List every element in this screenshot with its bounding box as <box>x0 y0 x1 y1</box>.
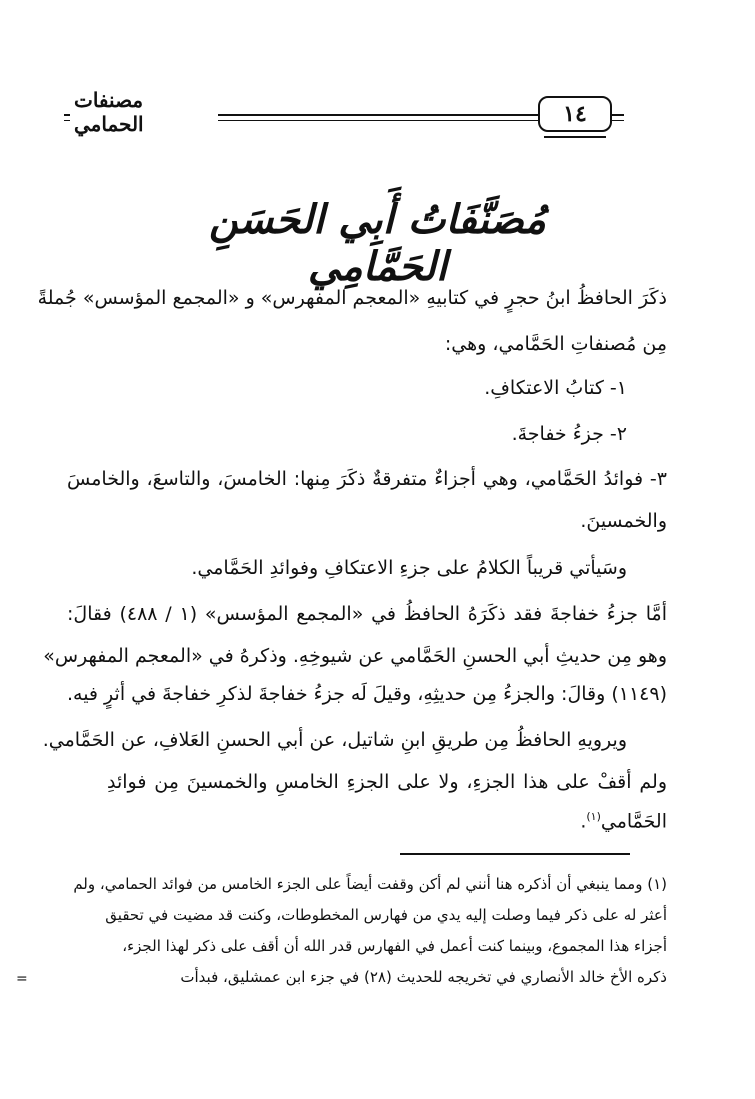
paragraph-5-end: . <box>580 810 587 833</box>
list-item-2: ٢- جزءُ خفاجةَ. <box>511 423 627 445</box>
paragraph-5-line-2 <box>580 810 667 832</box>
paragraph-2: وسَيأتي قريباً الكلامُ على جزءِ الاعتكافِ وفوائدِ الحَمَّامي. <box>191 557 627 579</box>
paragraph-4: ويرويهِ الحافظُ مِن طريقِ ابنِ شاتيل، عن أبي الحسنِ العَلافِ، عن الحَمَّامي. <box>42 729 627 751</box>
footnote-line-4: ذكره الأخ خالد الأنصاري في تخريجه للحديث (٢٨) في جزء ابن عمشليق، فبدأت <box>180 968 667 986</box>
paragraph-3-line-2: وهو مِن حديثِ أبي الحسنِ الحَمَّامي عن شيوخِهِ. وذكرهُ في «المعجم المفهرس» <box>43 645 667 667</box>
paragraph-3-line-3: (١١٤٩) وقالَ: والجزءُ مِن حديثِهِ، وقيلَ لَه جزءُ خفاجةَ لذكرِ خفاجةَ في أثرٍ فيه. <box>66 683 667 705</box>
paragraph-3-line-1: أمَّا جزءُ خفاجةَ فقد ذكَرَهُ الحافظُ في «المجمع المؤسس» (١ / ٤٨٨) فقالَ: <box>67 603 667 625</box>
list-item-3-line-1: ٣- فوائدُ الحَمَّامي، وهي أجزاءٌ متفرقةٌ ذكَرَ مِنها: الخامسَ، والتاسعَ، والخامسَ <box>67 468 667 490</box>
footnote-line-3: أجزاء هذا المجموع، وبينما كنت أعمل في الفهارس قدر الله أن أقف على ذكر لهذا الجزء، <box>122 937 667 955</box>
footnote-continuation-mark: = <box>16 971 28 987</box>
paragraph-5-text: الحَمَّامي <box>600 810 667 833</box>
page-number: ١٤ <box>538 96 612 132</box>
footnote-line-2: أعثر له على ذكر فيما وصلت إليه يدي من فهارس المخطوطات، وكنت قد مضيت في تحقيق <box>105 906 667 924</box>
list-item-3-line-2: والخمسينَ. <box>580 510 667 532</box>
footnote-separator <box>400 853 630 855</box>
paragraph-1-line-2: مِن مُصنفاتِ الحَمَّامي، وهي: <box>444 333 667 355</box>
running-title: مصنفات الحمامي <box>70 88 218 136</box>
paragraph-5-line-1: ولم أقفْ على هذا الجزءِ، ولا على الجزءِ الخامسِ والخمسينَ مِن فوائدِ <box>107 771 667 793</box>
footnote-line-1: (١) ومما ينبغي أن أذكره هنا أنني لم أكن وقفت أيضاً على الجزء الخامس من فوائد الحمامي، ولم <box>73 875 667 893</box>
chapter-title: مُصَنَّفَاتُ أَبِي الحَسَنِ الحَمَّامِي <box>209 196 546 290</box>
paragraph-1-line-1: ذكَرَ الحافظُ ابنُ حجرٍ في كتابيهِ «المعجم المفهرس» و «المجمع المؤسس» جُملةً <box>37 287 667 309</box>
footnote-reference[interactable]: (١) <box>586 810 601 823</box>
list-item-1: ١- كتابُ الاعتكافِ. <box>484 377 627 399</box>
